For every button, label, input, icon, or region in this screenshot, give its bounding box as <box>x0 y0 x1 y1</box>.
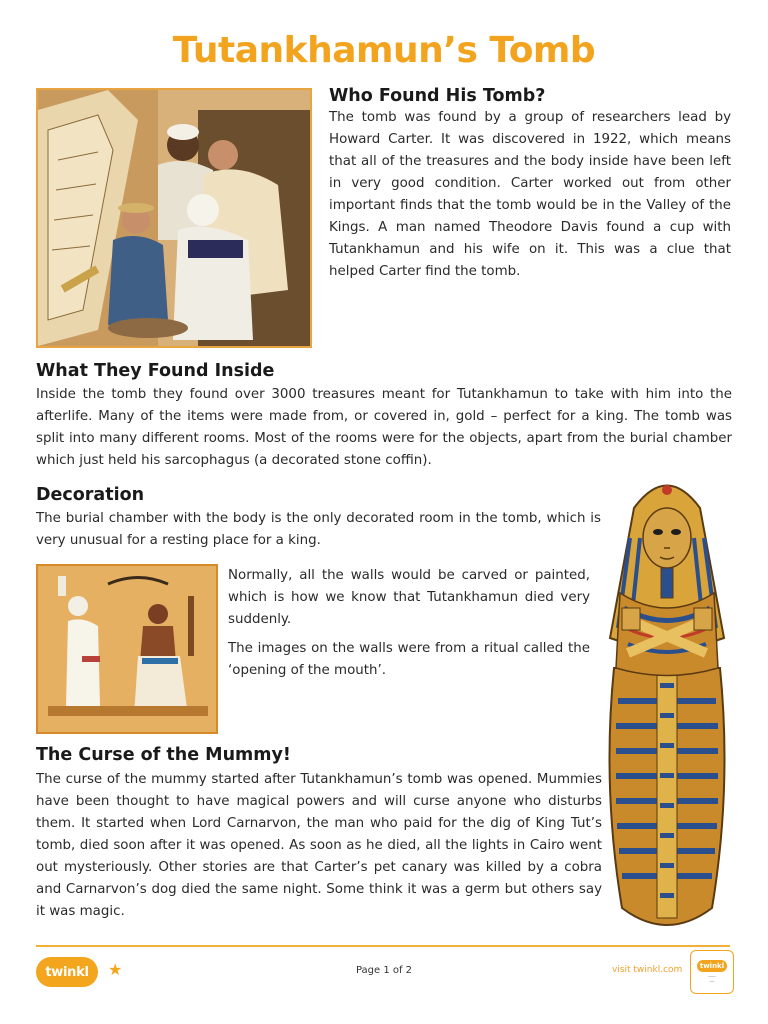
decoration-text-3: The images on the walls were from a ritual called the ‘opening of the mouth’. <box>228 641 590 678</box>
badge-decoration: ─── ── <box>708 974 716 984</box>
decoration-heading: Decoration <box>36 485 145 505</box>
decoration-text-1: The burial chamber with the body is the only decorated room in the tomb, which is very unusual for a resting place for a king. <box>36 511 601 548</box>
who-found-text: The tomb was found by a group of researchers lead by Howard Carter. It was discovered in 1922, which means that all of the treasures and the body inside have been left in very good condition. Carter worked out from other important finds that the tomb would be in the Valley of the Kings. A man named Theodore Davis found a cup with Tutankhamun and his wife on it. This was a clue that helped Carter find the tomb. <box>329 110 731 279</box>
visit-link[interactable]: visit twinkl.com <box>612 965 683 975</box>
who-found-heading: Who Found His Tomb? <box>329 86 546 106</box>
inside-heading: What They Found Inside <box>36 361 275 381</box>
curse-heading: The Curse of the Mummy! <box>36 745 291 765</box>
sarcophagus-illustration <box>594 468 740 942</box>
wall-painting-image <box>36 564 218 734</box>
inside-text: Inside the tomb they found over 3000 treasures meant for Tutankhamun to take with him into the afterlife. Many of the items were made from, or covered in, gold – perfect for a king. The tomb was split into many different rooms. Most of the rooms were for the objects, apart from the burial chamber which just held his sarcophagus (a decorated stone coffin). <box>36 387 732 468</box>
curse-text: The curse of the mummy started after Tutankhamun’s tomb was opened. Mummies have been thought to have magical powers and will curse anyone who disturbs them. It started when Lord Carnarvon, the man who paid for the dig of King Tut’s tomb, died soon after it was opened. As soon as he died, all the lights in Cairo went out mysteriously. Other stories are that Carter’s pet canary was killed by a cobra and Carnarvon’s dog died the same night. Some think it was a germ but others say it was magic. <box>36 772 602 919</box>
researchers-illustration <box>36 88 312 348</box>
footer-divider <box>36 945 730 947</box>
star-icon: ★ <box>108 960 123 979</box>
badge-logo: twinkl <box>697 960 727 972</box>
twinkl-logo[interactable]: twinkl <box>36 957 98 987</box>
decoration-text-2: Normally, all the walls would be carved or painted, which is how we know that Tutankhamun died very suddenly. <box>228 568 590 627</box>
page-title: Tutankhamun’s Tomb <box>172 30 596 71</box>
quality-badge <box>690 950 734 994</box>
page-number: Page 1 of 2 <box>355 965 413 976</box>
